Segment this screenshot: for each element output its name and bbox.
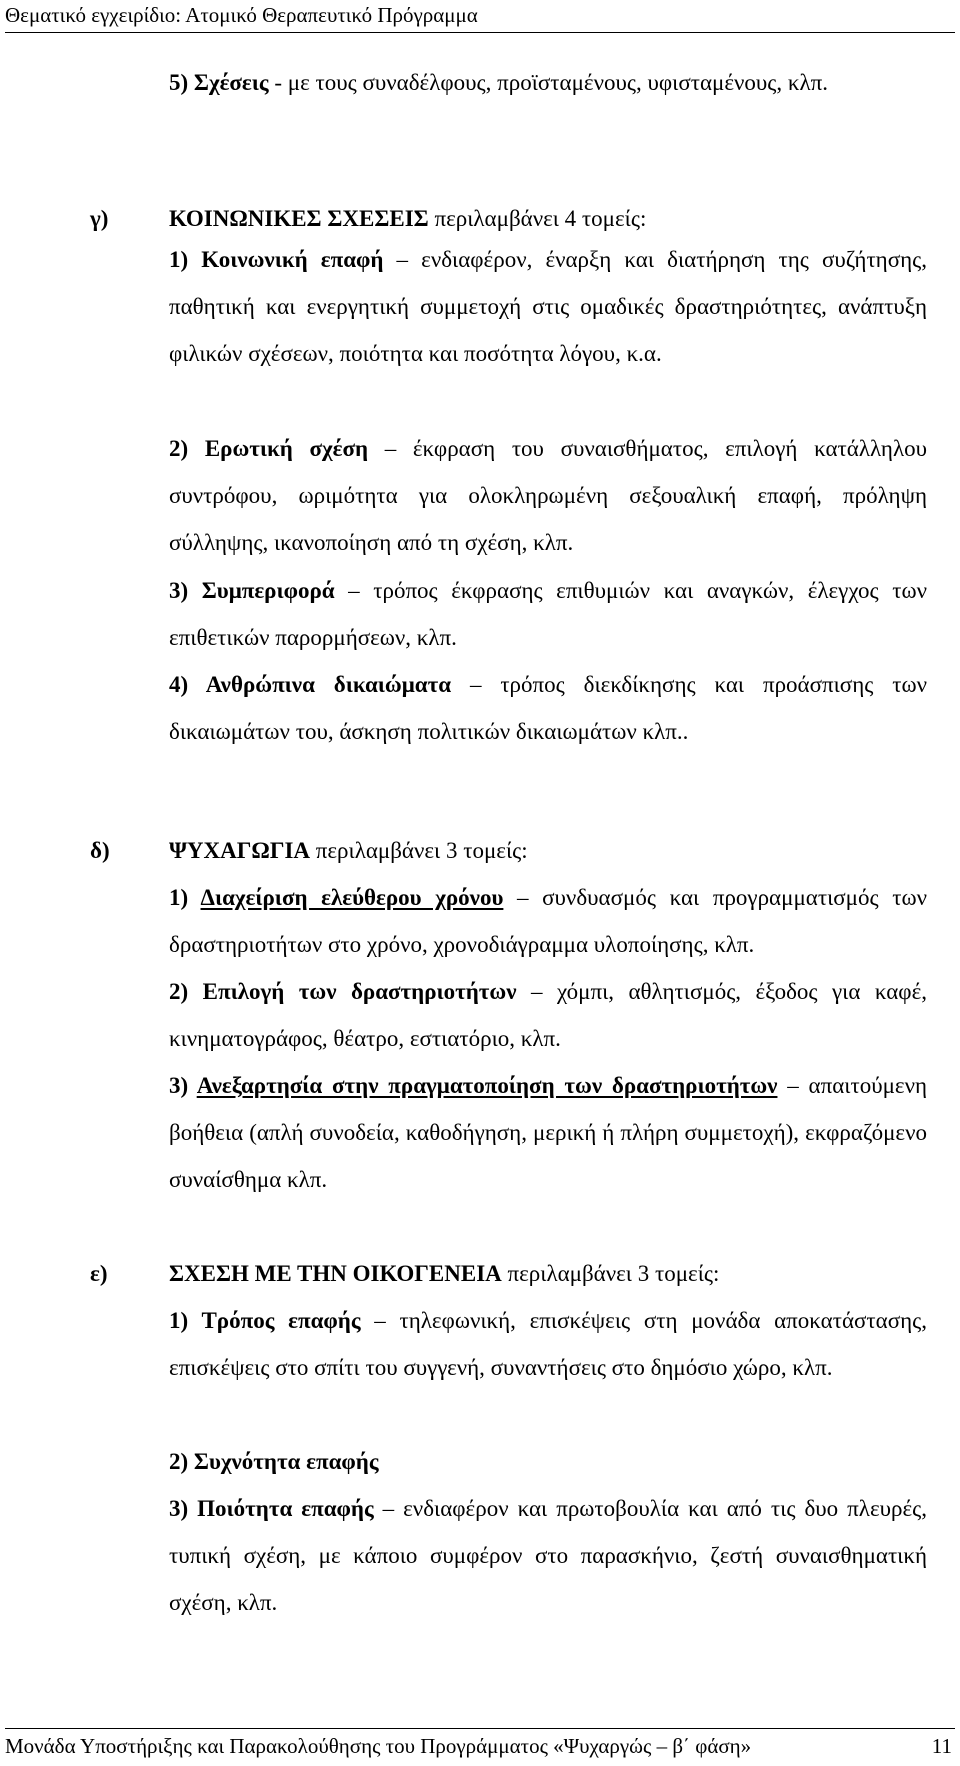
- section-d-item-1: [169, 874, 927, 968]
- header-title: Θεματικό εγχειρίδιο: Ατομικό Θεραπευτικό Πρόγραμμα: [5, 3, 478, 27]
- item-number: 3): [169, 1073, 197, 1098]
- section-title: ΚΟΙΝΩΝΙΚΕΣ ΣΧΕΣΕΙΣ: [169, 206, 429, 231]
- item-label: 3) Ποιότητα επαφής: [169, 1496, 374, 1521]
- item-text: – τηλεφωνική, επισκέψεις στη μονάδα αποκατάστασης, επισκέψεις στο σπίτι του συγγενή, συναντήσεις στο δημόσιο χώρο, κλπ.: [169, 1308, 927, 1380]
- item-label: Ανεξαρτησία στην πραγματοποίηση των δραστηριοτήτων: [196, 1073, 778, 1098]
- section-title: ΨΥΧΑΓΩΓΙΑ: [169, 838, 311, 863]
- item-text: – τρόπος διεκδίκησης και προάσπισης των δικαιωμάτων του, άσκηση πολιτικών δικαιωμάτων κλπ..: [169, 672, 927, 744]
- footer-rule: [5, 1728, 955, 1729]
- item-label: 1) Κοινωνική επαφή: [169, 247, 384, 272]
- item-label: Διαχείριση ελεύθερου χρόνου: [200, 885, 504, 910]
- item-text: – ενδιαφέρον, έναρξη και διατήρηση της συζήτησης, παθητική και ενεργητική συμμετοχή στις ομαδικές δραστηριότητες, ανάπτυξη φιλικών σχέσεων, ποιότητα και ποσότητα λόγου, κ.α.: [169, 247, 927, 366]
- item-text: – ενδιαφέρον και πρωτοβουλία και από τις δυο πλευρές, τυπική σχέση, με κάποιο συμφέρον στο παρασκήνιο, ζεστή συναισθηματική σχέση, κλπ.: [169, 1496, 927, 1615]
- section-g-item-3: [169, 567, 927, 661]
- section-d-item-2: [169, 968, 927, 1062]
- item-text: – συνδυασμός και προγραμματισμός των δραστηριοτήτων στο χρόνο, χρονοδιάγραμμα υλοποίησης, κλπ.: [169, 885, 928, 957]
- item-text: - με τους συναδέλφους, προϊσταμένους, υφισταμένους, κλπ.: [268, 70, 829, 95]
- section-intro: περιλαμβάνει 3 τομείς:: [310, 838, 528, 863]
- item-text: – έκφραση του συναισθήματος, επιλογή κατάλληλου συντρόφου, ωριμότητα για ολοκληρωμένη σεξουαλική επαφή, πρόληψη σύλληψης, ικανοποίηση από τη σχέση, κλπ.: [169, 436, 927, 555]
- section-title: ΣΧΕΣΗ ΜΕ ΤΗΝ ΟΙΚΟΓΕΝΕΙΑ: [169, 1261, 502, 1286]
- item-text: – απαιτούμενη βοήθεια (απλή συνοδεία, καθοδήγηση, μερική ή πλήρη συμμετοχή), εκφραζόμενο συναίσθημα κλπ.: [169, 1073, 928, 1192]
- section-e-item-3: [169, 1485, 927, 1626]
- section-e-heading: [169, 1250, 927, 1297]
- item-number: 1): [169, 885, 201, 910]
- section-g-item-4: [169, 661, 927, 755]
- item-label: 2) Ερωτική σχέση: [169, 436, 369, 461]
- item-label: 4) Ανθρώπινα δικαιώματα: [169, 672, 452, 697]
- section-e-item-1: [169, 1297, 927, 1391]
- item-text: – χόμπι, αθλητισμός, έξοδος για καφέ, κινηματογράφος, θέατρο, εστιατόριο, κλπ.: [169, 979, 927, 1051]
- item-label: 1) Τρόπος επαφής: [169, 1308, 361, 1333]
- page-number: 11: [931, 1734, 952, 1758]
- section-intro: περιλαμβάνει 3 τομείς:: [501, 1261, 720, 1286]
- footer-text: Μονάδα Υποστήριξης και Παρακολούθησης του Προγράμματος «Ψυχαργώς – β΄ φάση»: [5, 1734, 752, 1758]
- section-g-heading: [169, 195, 927, 242]
- item-label: 2) Επιλογή των δραστηριοτήτων: [169, 979, 517, 1004]
- section-intro: περιλαμβάνει 4 τομείς:: [428, 206, 647, 231]
- section-d-item-3: [169, 1062, 927, 1203]
- section-d-heading: [169, 827, 927, 874]
- section-e-marker: ε): [90, 1261, 108, 1286]
- item-5-relations: [169, 59, 927, 106]
- item-label: 2) Συχνότητα επαφής: [169, 1449, 379, 1474]
- item-label: 3) Συμπεριφορά: [169, 578, 335, 603]
- header-rule: [5, 32, 955, 33]
- section-g-item-2: [169, 425, 927, 566]
- section-g-marker: γ): [90, 206, 109, 231]
- section-g-item-1: [169, 236, 927, 377]
- item-text: – τρόπος έκφρασης επιθυμιών και αναγκών, έλεγχος των επιθετικών παρορμήσεων, κλπ.: [169, 578, 927, 650]
- section-d-marker: δ): [90, 838, 110, 863]
- item-label: 5) Σχέσεις: [169, 70, 269, 95]
- section-e-item-2: [169, 1438, 927, 1485]
